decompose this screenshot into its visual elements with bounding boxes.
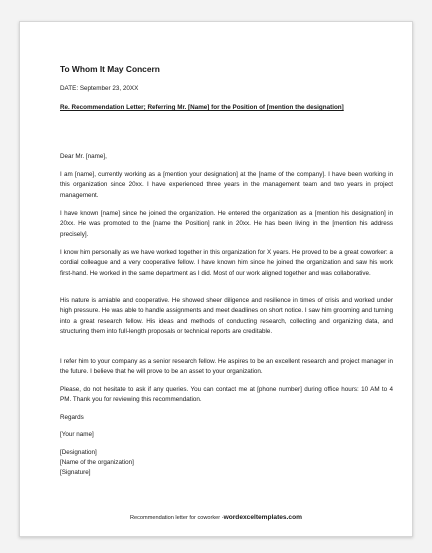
letter-subject: Re. Recommendation Letter; Referring Mr. [Name] for the Position of [mention the designation] xyxy=(60,104,344,111)
document-page xyxy=(19,21,413,537)
letter-title: To Whom It May Concern xyxy=(60,64,160,74)
organization-placeholder: [Name of the organization] xyxy=(60,459,134,466)
page-footer xyxy=(20,514,412,521)
salutation: Dear Mr. [name], xyxy=(60,153,107,160)
paragraph-background: I have known [name] since he joined the organization. He entered the organization as a [mention his designation] in 20xx. He was promoted to the [name the Position] rank in 20xx. He has been living in the [mention his address precisely]. xyxy=(60,210,393,238)
paragraph-introduction: I am [name], currently working as a [mention your designation] at the [name of the company]. I have been working in this organization since 20xx. I have experienced three years in the management team and two years in project management. xyxy=(60,171,393,199)
your-name-placeholder: [Your name] xyxy=(60,431,94,438)
paragraph-referral: I refer him to your company as a senior research fellow. He aspires to be an excellent research and project manager in the future. I believe that he will prove to be an asset to your organization. xyxy=(60,358,393,376)
paragraph-qualities: His nature is amiable and cooperative. He showed sheer diligence and resilience in times of crisis and worked under high pressure. He was able to handle assignments and meet deadlines on short notice. I saw him grooming and turning into a great research fellow. His ideas and methods of conducting research, collecting and organizing data, and structuring them into full-length proposals or technical reports are creditable. xyxy=(60,297,393,335)
footer-caption: Recommendation letter for coworker - xyxy=(129,515,224,521)
paragraph-coworker: I know him personally as we have worked together in this organization for X years. He proved to be a great coworker: a cordial colleague and a very cooperative fellow. I have known him since he joined the organization and saw his work first-hand. He worked in the same department as I did. Most of our work aligned together and was collaborative. xyxy=(60,249,393,277)
closing: Regards xyxy=(60,414,84,421)
designation-placeholder: [Designation] xyxy=(60,449,97,456)
footer-site-link[interactable]: wordexceltemplates.com xyxy=(223,514,302,521)
paragraph-contact: Please, do not hesitate to ask if any queries. You can contact me at [phone number] during office hours: 10 AM to 4 PM. Thank you for reviewing this recommendation. xyxy=(60,386,393,404)
signature-placeholder: [Signature] xyxy=(60,469,91,476)
letter-date: DATE: September 23, 20XX xyxy=(60,85,139,92)
